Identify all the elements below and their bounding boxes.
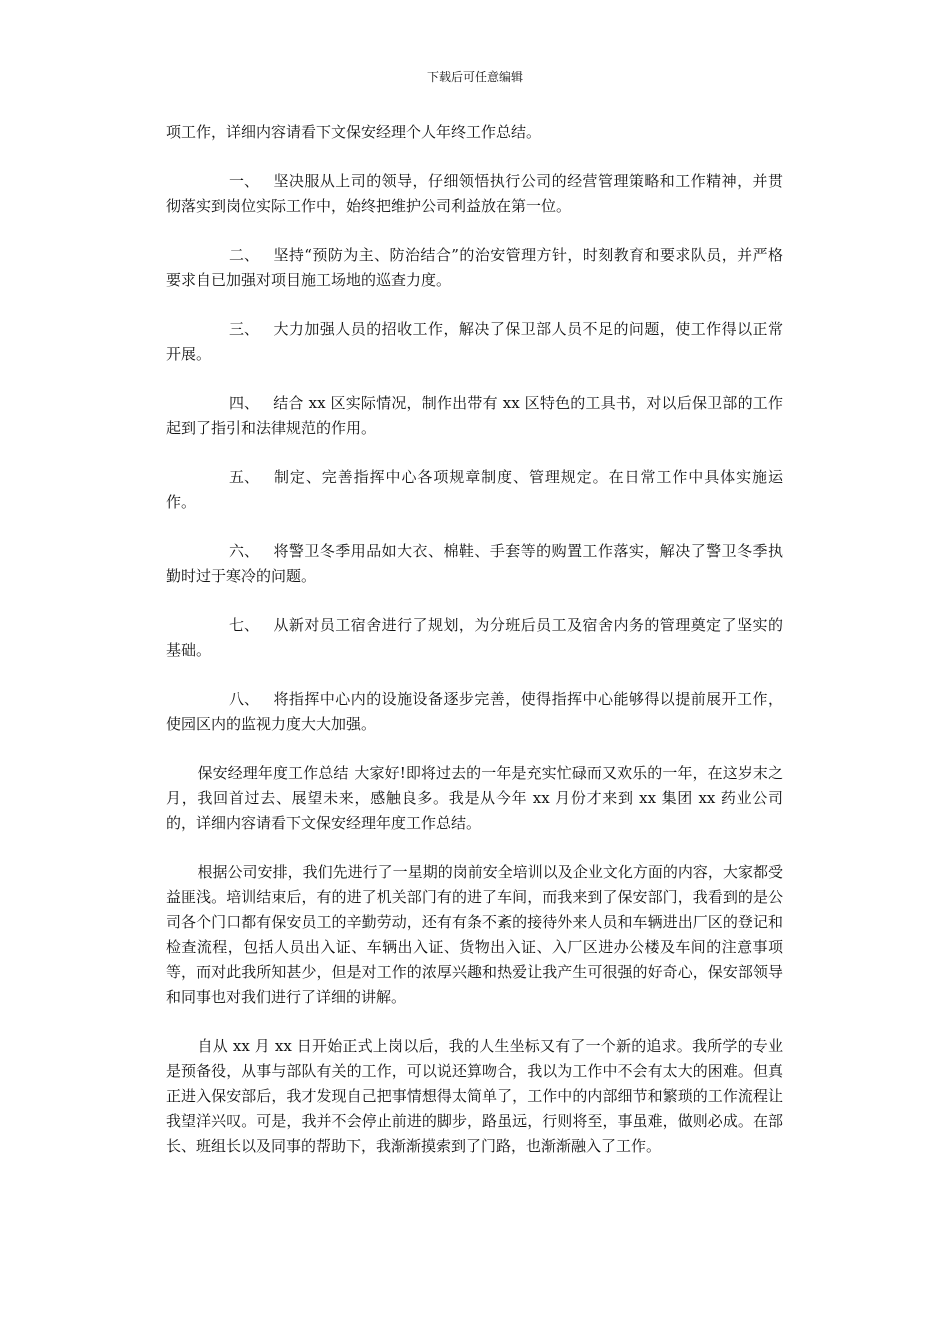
summary-lead: 保安经理年度工作总结: [197, 764, 349, 782]
item-text: 制定、完善指挥中心各项规章制度、管理规定。在日常工作中具体实施运作。: [166, 468, 783, 511]
intro-paragraph: 项工作，详细内容请看下文保安经理个人年终工作总结。: [166, 123, 542, 141]
item-text: 将指挥中心内的设施设备逐步完善，使得指挥中心能够得以提前展开工作，使园区内的监视力度大大加强。: [166, 690, 783, 733]
list-item: [166, 243, 783, 293]
item-text: 结合 xx 区实际情况，制作出带有 xx 区特色的工具书，对以后保卫部的工作起到了指引和法律规范的作用。: [166, 394, 783, 437]
page-header: 下载后可任意编辑: [426, 70, 523, 84]
item-number: 三、: [229, 320, 260, 338]
item-number: 七、: [229, 616, 260, 634]
item-number: 五、: [229, 468, 260, 486]
item-text: 从新对员工宿舍进行了规划，为分班后员工及宿舍内务的管理奠定了坚实的基础。: [166, 616, 783, 659]
list-item: [166, 317, 783, 367]
item-text: 坚持“预防为主、防治结合”的治安管理方针，时刻教育和要求队员，并严格要求自已加强对项目施工场地的巡查力度。: [166, 246, 783, 289]
item-text: 坚决服从上司的领导，仔细领悟执行公司的经营管理策略和工作精神，并贯彻落实到岗位实际工作中，始终把维护公司利益放在第一位。: [166, 172, 783, 215]
document-body: [166, 120, 783, 1183]
list-item: [166, 465, 783, 515]
list-item: [166, 687, 783, 737]
item-number: 二、: [229, 246, 260, 264]
item-number: 六、: [229, 542, 260, 560]
list-item: [166, 169, 783, 219]
item-number: 八、: [229, 690, 260, 708]
summary-text: 大家好!即将过去的一年是充实忙碌而又欢乐的一年，在这岁末之月，我回首过去、展望未来，感触良多。我是从今年 xx 月份才来到 xx 集团 xx 药业公司的，详细内容请看下文保安经理年度工作总结。: [166, 764, 783, 832]
body-paragraph: 自从 xx 月 xx 日开始正式上岗以后，我的人生坐标又有了一个新的追求。我所学的专业是预备役，从事与部队有关的工作，可以说还算吻合，我以为工作中不会有太大的困难。但真正进入保安部后，我才发现自己把事情想得太简单了，工作中的内部细节和繁琐的工作流程让我望洋兴叹。可是，我并不会停止前进的脚步，路虽远，行则将至，事虽难，做则必成。在部长、班组长以及同事的帮助下，我渐渐摸索到了门路，也渐渐融入了工作。: [166, 1037, 783, 1155]
item-text: 将警卫冬季用品如大衣、棉鞋、手套等的购置工作落实，解决了警卫冬季执勤时过于寒冷的问题。: [166, 542, 783, 585]
list-item: [166, 613, 783, 663]
list-item: [166, 391, 783, 441]
item-number: 一、: [229, 172, 260, 190]
body-paragraph: 根据公司安排，我们先进行了一星期的岗前安全培训以及企业文化方面的内容，大家都受益匪浅。培训结束后，有的进了机关部门有的进了车间，而我来到了保安部门，我看到的是公司各个门口都有保安员工的辛勤劳动，还有有条不紊的接待外来人员和车辆进出厂区的登记和检查流程，包括人员出入证、车辆出入证、货物出入证、入厂区进办公楼及车间的注意事项等，而对此我所知甚少，但是对工作的浓厚兴趣和热爱让我产生可很强的好奇心，保安部领导和同事也对我们进行了详细的讲解。: [166, 863, 783, 1006]
item-text: 大力加强人员的招收工作，解决了保卫部人员不足的问题，使工作得以正常开展。: [166, 320, 783, 363]
list-item: [166, 539, 783, 589]
item-number: 四、: [229, 394, 260, 412]
summary-paragraph: [166, 761, 783, 836]
